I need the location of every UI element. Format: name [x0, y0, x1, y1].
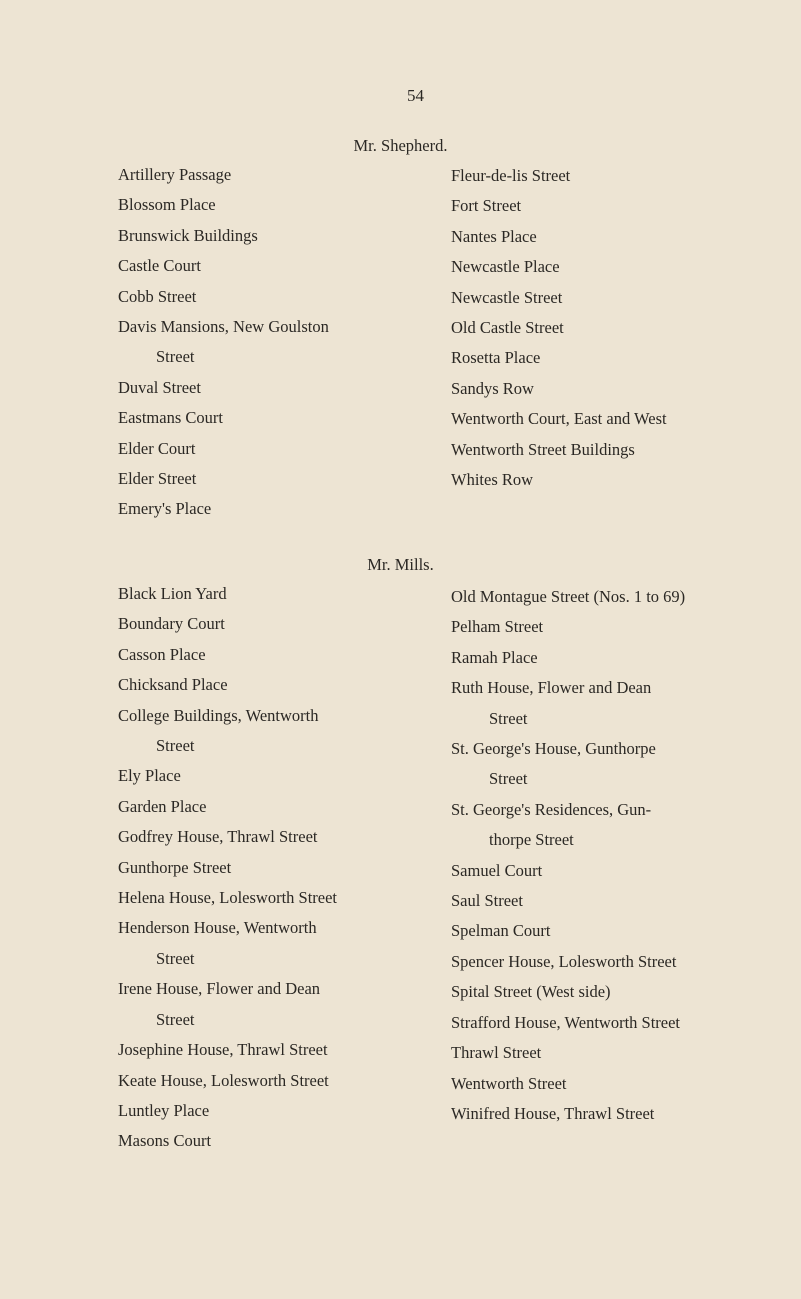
section-heading-shepherd: Mr. Shepherd.	[353, 136, 448, 155]
street-entry: Spital Street (West side)	[451, 982, 611, 1002]
mills-left-column	[118, 579, 337, 1157]
street-entry: Godfrey House, Thrawl Street	[118, 827, 318, 847]
page-number: 54	[407, 86, 424, 105]
street-entry-continuation: Street	[156, 347, 195, 367]
section-heading-mills: Mr. Mills.	[367, 555, 434, 574]
street-entry: Saul Street	[451, 891, 523, 911]
street-entry: Emery's Place	[118, 499, 212, 519]
street-entry: Spencer House, Lolesworth Street	[451, 951, 677, 971]
street-entry: Newcastle Place	[451, 257, 560, 277]
shepherd-left-column	[118, 160, 329, 525]
street-entry: Helena House, Lolesworth Street	[118, 888, 338, 908]
street-entry: Old Castle Street	[451, 318, 564, 338]
shepherd-right-column	[451, 161, 667, 495]
street-entry: Henderson House, Wentworth	[118, 918, 317, 938]
street-entry: Masons Court	[118, 1131, 212, 1151]
street-entry: Davis Mansions, New Goulston	[118, 317, 329, 337]
street-entry: Rosetta Place	[451, 348, 541, 368]
street-entry: Elder Court	[118, 438, 196, 458]
street-entry: Black Lion Yard	[118, 584, 227, 603]
street-entry: Fort Street	[451, 196, 522, 216]
street-entry: Wentworth Street	[451, 1073, 567, 1093]
street-entry-continuation: Street	[489, 708, 528, 728]
street-entry-continuation: thorpe Street	[489, 830, 574, 850]
street-entry: Irene House, Flower and Dean	[118, 979, 321, 999]
street-entry-continuation: Street	[489, 769, 528, 789]
street-entry: Castle Court	[118, 256, 201, 276]
street-entry-continuation: Street	[156, 948, 195, 968]
street-entry: Samuel Court	[451, 860, 543, 880]
street-entry: Ely Place	[118, 766, 181, 786]
street-entry: Newcastle Street	[451, 287, 563, 307]
street-entry: Gunthorpe Street	[118, 857, 232, 877]
street-entry: Chicksand Place	[118, 675, 228, 695]
street-entry: St. George's House, Gunthorpe	[451, 739, 656, 759]
street-entry-continuation: Street	[156, 1009, 195, 1029]
street-entry: Josephine House, Thrawl Street	[118, 1040, 328, 1060]
street-entry: Brunswick Buildings	[118, 225, 258, 245]
street-entry: Elder Street	[118, 469, 197, 489]
street-entry: Old Montague Street (Nos. 1 to 69)	[451, 587, 686, 606]
street-entry: Fleur-de-lis Street	[451, 166, 571, 185]
street-entry: Eastmans Court	[118, 408, 223, 428]
street-entry: Garden Place	[118, 796, 207, 816]
street-entry: Luntley Place	[118, 1100, 210, 1120]
street-entry: Keate House, Lolesworth Street	[118, 1070, 329, 1090]
street-entry: Blossom Place	[118, 195, 216, 215]
street-entry: Spelman Court	[451, 921, 551, 941]
street-entry: Boundary Court	[118, 614, 225, 634]
street-entry: Winifred House, Thrawl Street	[451, 1103, 655, 1123]
street-entry: Cobb Street	[118, 286, 197, 306]
street-entry: Sandys Row	[451, 378, 534, 398]
street-entry-continuation: Street	[156, 736, 195, 756]
street-entry: Wentworth Street Buildings	[451, 439, 635, 459]
street-entry: Pelham Street	[451, 617, 544, 637]
street-entry: Whites Row	[451, 470, 534, 490]
street-entry: Thrawl Street	[451, 1043, 542, 1063]
street-entry: Duval Street	[118, 377, 201, 397]
street-entry: College Buildings, Wentworth	[118, 705, 319, 725]
street-entry: Ruth House, Flower and Dean	[451, 678, 652, 698]
mills-right-column	[451, 582, 685, 1129]
street-entry: Strafford House, Wentworth Street	[451, 1012, 681, 1032]
street-entry: Nantes Place	[451, 226, 537, 246]
street-entry: Ramah Place	[451, 647, 538, 667]
street-entry: Wentworth Court, East and West	[451, 409, 667, 429]
street-entry: Artillery Passage	[118, 165, 232, 184]
street-entry: St. George's Residences, Gun-	[451, 799, 652, 819]
street-entry: Casson Place	[118, 644, 206, 664]
